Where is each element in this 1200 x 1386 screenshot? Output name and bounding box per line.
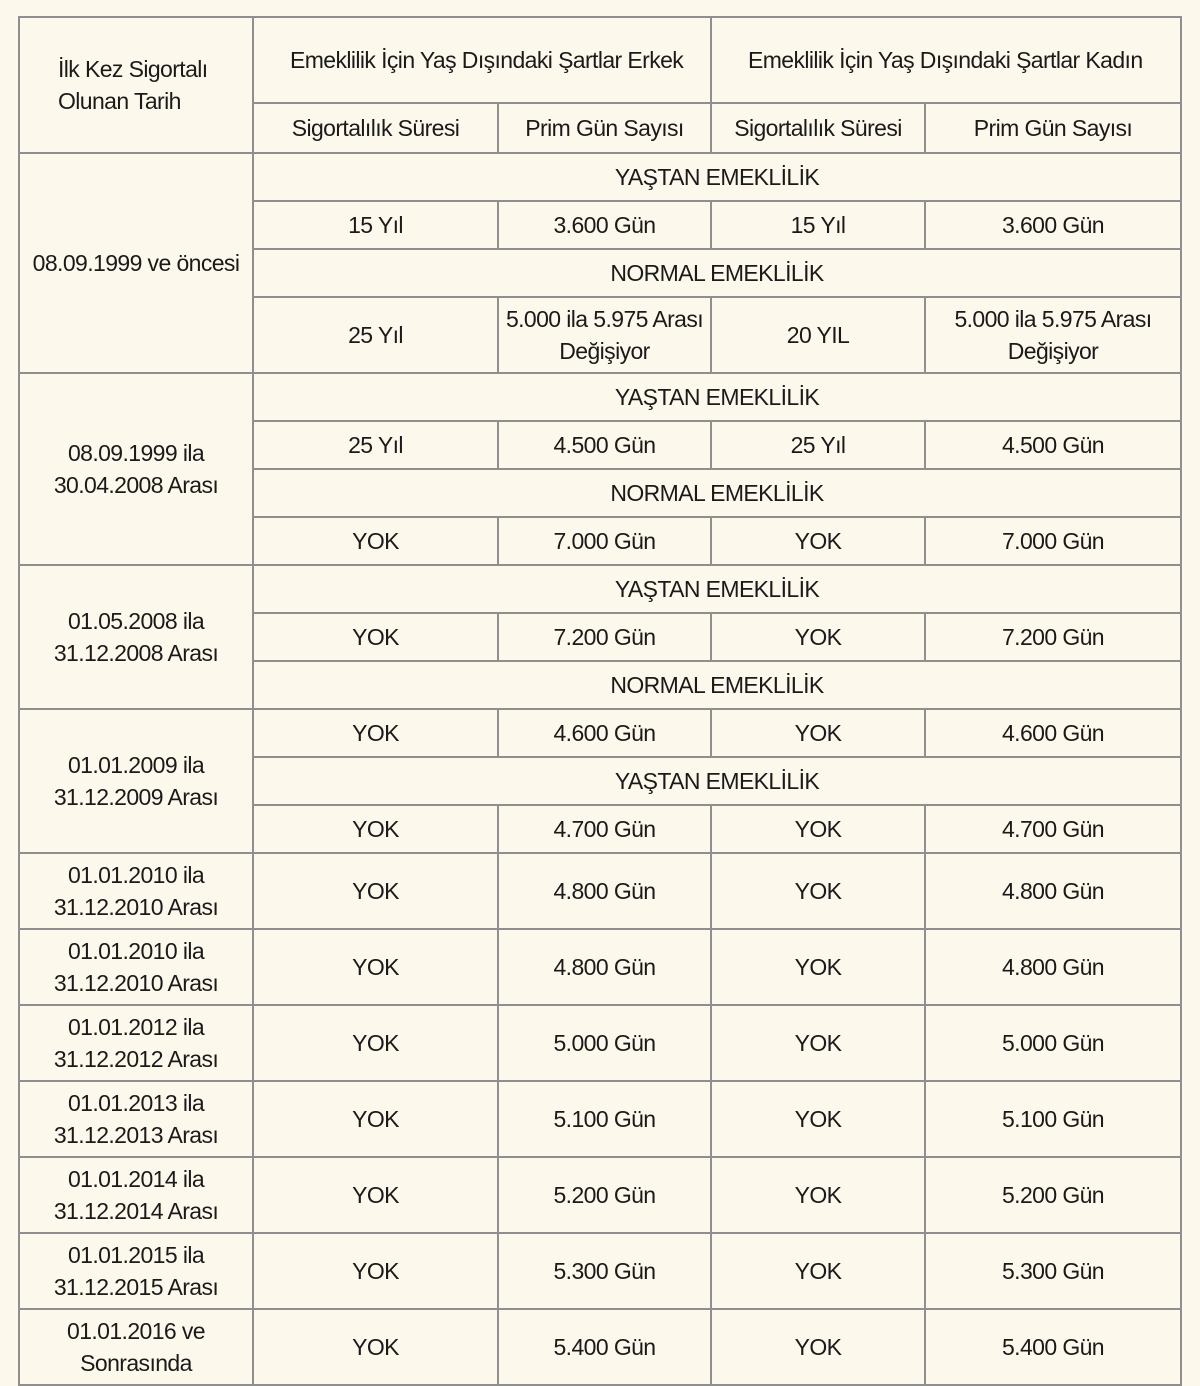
section-label: YAŞTAN EMEKLİLİK	[252, 756, 1180, 804]
section-label: NORMAL EMEKLİLİK	[252, 468, 1180, 516]
female-premium-days: 5.100 Gün	[924, 1080, 1180, 1156]
male-premium-days: 5.200 Gün	[497, 1156, 710, 1232]
female-insurance-period: YOK	[710, 1004, 924, 1080]
female-premium-days: 7.000 Gün	[924, 516, 1180, 564]
male-insurance-period: YOK	[252, 928, 497, 1004]
female-insurance-period: YOK	[710, 612, 924, 660]
female-premium-days: 4.800 Gün	[924, 928, 1180, 1004]
male-insurance-period: YOK	[252, 1308, 497, 1384]
section-label: YAŞTAN EMEKLİLİK	[252, 152, 1180, 200]
header-female-insurance-period: Sigortalılık Süresi	[710, 102, 924, 152]
female-insurance-period: YOK	[710, 1308, 924, 1384]
row-date-range: 08.09.1999 ila 30.04.2008 Arası	[18, 372, 252, 564]
row-date-range: 01.01.2009 ila 31.12.2009 Arası	[18, 708, 252, 852]
male-insurance-period: YOK	[252, 708, 497, 756]
female-premium-days: 4.500 Gün	[924, 420, 1180, 468]
female-premium-days: 4.600 Gün	[924, 708, 1180, 756]
male-premium-days: 7.000 Gün	[497, 516, 710, 564]
section-label: YAŞTAN EMEKLİLİK	[252, 564, 1180, 612]
header-male-insurance-period: Sigortalılık Süresi	[252, 102, 497, 152]
male-premium-days: 3.600 Gün	[497, 200, 710, 248]
male-premium-days: 4.500 Gün	[497, 420, 710, 468]
female-premium-days: 5.300 Gün	[924, 1232, 1180, 1308]
female-premium-days: 4.800 Gün	[924, 852, 1180, 928]
female-premium-days: 5.000 Gün	[924, 1004, 1180, 1080]
male-insurance-period: 15 Yıl	[252, 200, 497, 248]
female-premium-days: 4.700 Gün	[924, 804, 1180, 852]
female-premium-days: 3.600 Gün	[924, 200, 1180, 248]
row-date-range: 01.05.2008 ila 31.12.2008 Arası	[18, 564, 252, 708]
male-premium-days: 5.000 ila 5.975 Arası Değişiyor	[497, 296, 710, 372]
row-date-range: 08.09.1999 ve öncesi	[18, 152, 252, 372]
male-insurance-period: YOK	[252, 852, 497, 928]
female-premium-days: 7.200 Gün	[924, 612, 1180, 660]
female-insurance-period: YOK	[710, 708, 924, 756]
female-insurance-period: 15 Yıl	[710, 200, 924, 248]
section-label: NORMAL EMEKLİLİK	[252, 248, 1180, 296]
row-date-range: 01.01.2010 ila 31.12.2010 Arası	[18, 852, 252, 928]
header-date-column: İlk Kez Sigortalı Olunan Tarih	[18, 16, 252, 152]
male-insurance-period: YOK	[252, 1232, 497, 1308]
header-male-conditions: Emeklilik İçin Yaş Dışındaki Şartlar Erkek	[252, 16, 710, 102]
male-insurance-period: YOK	[252, 804, 497, 852]
male-premium-days: 5.100 Gün	[497, 1080, 710, 1156]
row-date-range: 01.01.2014 ila 31.12.2014 Arası	[18, 1156, 252, 1232]
male-premium-days: 5.300 Gün	[497, 1232, 710, 1308]
female-premium-days: 5.000 ila 5.975 Arası Değişiyor	[924, 296, 1180, 372]
section-label: NORMAL EMEKLİLİK	[252, 660, 1180, 708]
female-insurance-period: YOK	[710, 804, 924, 852]
male-insurance-period: YOK	[252, 1080, 497, 1156]
header-female-conditions: Emeklilik İçin Yaş Dışındaki Şartlar Kadın	[710, 16, 1180, 102]
header-female-premium-days: Prim Gün Sayısı	[924, 102, 1180, 152]
female-insurance-period: 20 YIL	[710, 296, 924, 372]
male-premium-days: 4.600 Gün	[497, 708, 710, 756]
female-insurance-period: YOK	[710, 852, 924, 928]
row-date-range: 01.01.2015 ila 31.12.2015 Arası	[18, 1232, 252, 1308]
male-insurance-period: YOK	[252, 1156, 497, 1232]
section-label: YAŞTAN EMEKLİLİK	[252, 372, 1180, 420]
row-date-range: 01.01.2010 ila 31.12.2010 Arası	[18, 928, 252, 1004]
header-male-premium-days: Prim Gün Sayısı	[497, 102, 710, 152]
female-insurance-period: YOK	[710, 928, 924, 1004]
male-premium-days: 5.000 Gün	[497, 1004, 710, 1080]
female-insurance-period: YOK	[710, 1232, 924, 1308]
male-insurance-period: YOK	[252, 1004, 497, 1080]
row-date-range: 01.01.2013 ila 31.12.2013 Arası	[18, 1080, 252, 1156]
male-premium-days: 7.200 Gün	[497, 612, 710, 660]
female-insurance-period: YOK	[710, 1156, 924, 1232]
female-premium-days: 5.400 Gün	[924, 1308, 1180, 1384]
male-premium-days: 4.800 Gün	[497, 928, 710, 1004]
male-insurance-period: YOK	[252, 516, 497, 564]
female-insurance-period: 25 Yıl	[710, 420, 924, 468]
male-insurance-period: 25 Yıl	[252, 296, 497, 372]
row-date-range: 01.01.2016 ve Sonrasında	[18, 1308, 252, 1384]
row-date-range: 01.01.2012 ila 31.12.2012 Arası	[18, 1004, 252, 1080]
male-premium-days: 5.400 Gün	[497, 1308, 710, 1384]
female-insurance-period: YOK	[710, 1080, 924, 1156]
male-insurance-period: 25 Yıl	[252, 420, 497, 468]
female-insurance-period: YOK	[710, 516, 924, 564]
male-premium-days: 4.800 Gün	[497, 852, 710, 928]
male-insurance-period: YOK	[252, 612, 497, 660]
male-premium-days: 4.700 Gün	[497, 804, 710, 852]
female-premium-days: 5.200 Gün	[924, 1156, 1180, 1232]
